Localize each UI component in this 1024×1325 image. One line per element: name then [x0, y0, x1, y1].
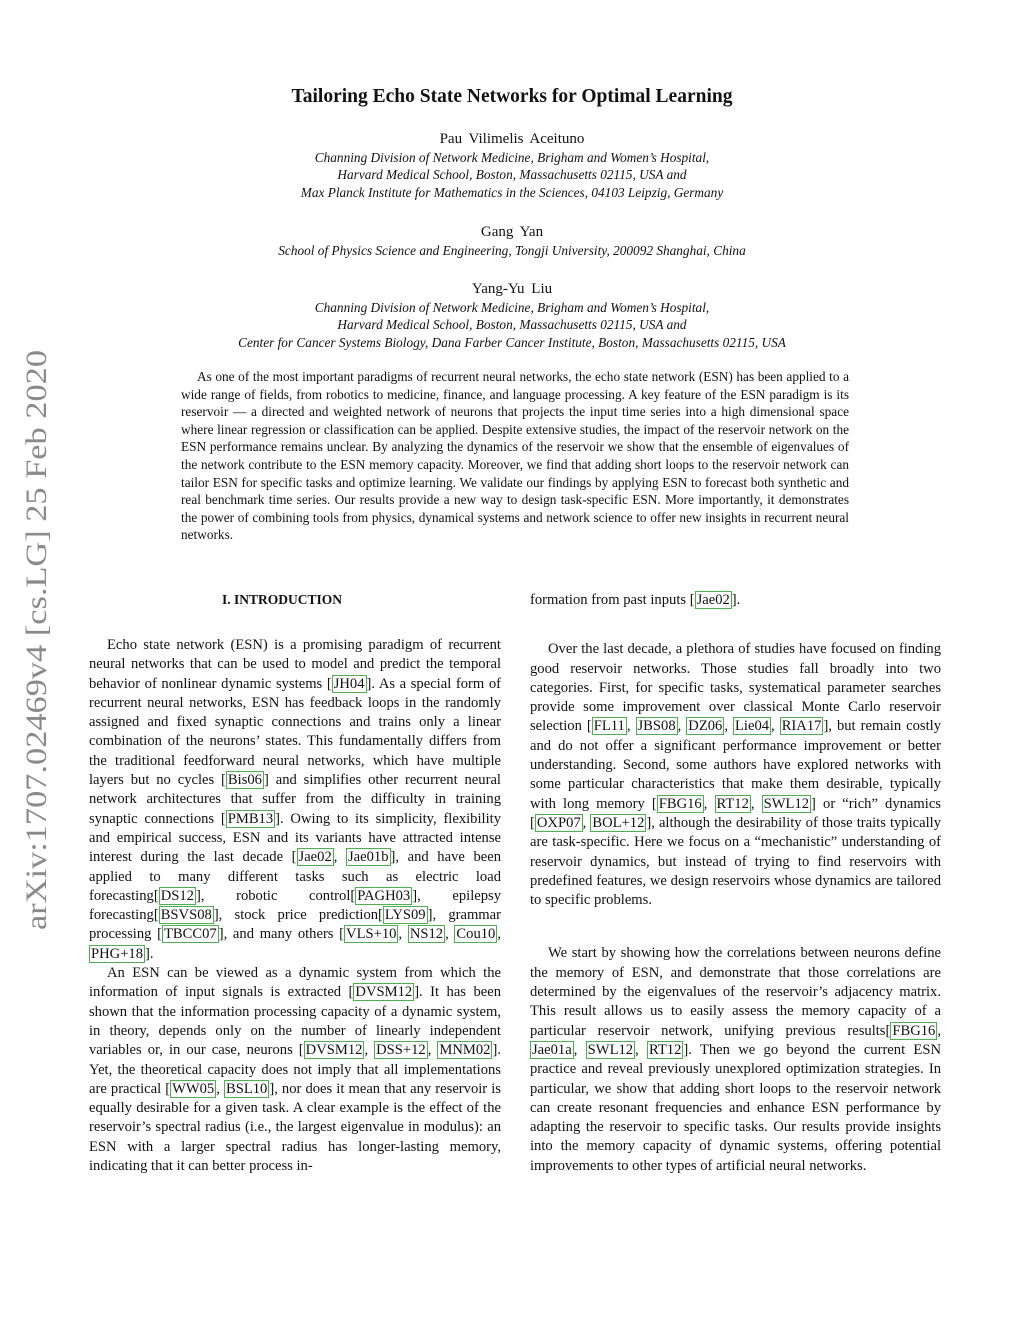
citation-link[interactable]: DSS+12 [376, 1042, 426, 1059]
citation-link[interactable]: LYS09 [384, 907, 426, 924]
citation-link[interactable]: TBCC07 [163, 926, 217, 943]
citation-link[interactable]: BOL+12 [592, 814, 645, 831]
citation-link[interactable]: PMB13 [227, 810, 274, 827]
citation-link[interactable]: DZ06 [688, 718, 723, 735]
citation-link[interactable]: JBS08 [637, 718, 676, 735]
citation-link[interactable]: NS12 [409, 926, 444, 943]
citation-link[interactable]: Jae01a [532, 1041, 572, 1058]
author-affiliation-2-line-1: School of Physics Science and Engineering, Tongji University, 200092 Shanghai, China [278, 243, 746, 258]
citation-link[interactable]: FBG16 [658, 795, 702, 812]
right-column [530, 591, 941, 1176]
paragraph: We start by showing how the correlations between neurons define the memory of ESN, and demonstrate that those correlations are determined by the eigenvalues of the reservoir’s adjacency matrix. This result allows us to easily assess the memory capacity of a particular reservoir network, unifying previous results[ FBG16 , Jae01a , SWL12 , RT12 ]. Then we go beyond the current ESN practice and reveal previously unexplored optimization strategies. In particular, we show that adding short loops to the reservoir network can create resonant frequencies and enhance ESN performance by adapting the reservoir to specific tasks. Our results provide insights into the memory capacity of dynamic systems, offering potential improvements to other types of artificial neural networks. [530, 945, 942, 1174]
citation-link[interactable]: DVSM12 [355, 984, 413, 1001]
paragraph: Over the last decade, a plethora of studies have focused on finding good reservoir networks. Those studies fall broadly into two categories. First, for specific tasks, systematical parameter searches provide some improvement over classical Monte Carlo reservoir selection [ FL11 , JBS08 , DZ06 , Lie04 , RIA17 ], but remain costly and do not offer a significant performance improvement or better understanding. Second, some authors have explored networks with some particular characteristics that make them desirable, typically with long memory [ FBG16 , RT12 , SWL12 ] or “rich” dynamics [ OXP07 , BOL+12 ], although the desirability of those traits typically are task-specific. Here we focus on a “mechanistic” understanding of reservoir dynamics, but instead of trying to find reservoirs with predefined features, we design reservoirs whose dynamics are tailored to specific problems. [530, 641, 942, 909]
citation-link[interactable]: Bis06 [227, 772, 262, 789]
citation-link[interactable]: BSL10 [225, 1080, 268, 1097]
citation-link[interactable]: Lie04 [735, 718, 770, 735]
citation-link[interactable]: FL11 [593, 718, 625, 735]
citation-link[interactable]: PAGH03 [357, 887, 411, 904]
paragraph: An ESN can be viewed as a dynamic system from which the information of input signals is extracted [ DVSM12 ]. It has been shown that the information processing capacity of a dynamic system, in theory, depends only on the number of linearly independent variables or, in our case, neurons [ DVSM12 , DSS+12 , MNM02 ]. Yet, the theoretical capacity does not imply that all implementations are practical [ WW05 , BSL10 ], nor does it mean that any reservoir is equally desirable for a given task. A clear example is the effect of the reservoir’s spectral radius (i.e., the largest eigenvalue in modulus): an ESN with a larger spectral radius has longer-lasting memory, indicating that it can better process in- [89, 965, 501, 1175]
left-column [89, 636, 501, 1176]
arxiv-stamp [4, 350, 60, 950]
citation-link[interactable]: Jae01b [348, 849, 389, 866]
citation-link[interactable]: RT12 [716, 795, 749, 812]
paragraph: Echo state network (ESN) is a promising paradigm of recurrent neural networks that can be used to model and predict the temporal behavior of nonlinear dynamic systems [ JH04 ]. As a special form of recurrent neural networks, ESN has feedback loops in the randomly assigned and fixed synaptic connections and trains only a linear combination of the neurons’ states. This fundamentally differs from the traditional feedforward neural networks, which have multiple layers but no cycles [ Bis06 ] and simplifies other recurrent neural network architectures that suffer from the difficulty in training synaptic connections [ PMB13 ]. Owing to its simplicity, flexibility and empirical success, ESN and its variants have attracted intense interest during the last decade [ Jae02 , Jae01b ], and have been applied to many different tasks such as electric load forecasting[ DS12 ], robotic control[ PAGH03 ], epilepsy forecasting[ BSVS08 ], stock price prediction[ LYS09 ], grammar processing [ TBCC07 ], and many others [ VLS+10 , NS12 , Cou10 , PHG+18 ]. [89, 637, 502, 962]
citation-link[interactable]: BSVS08 [160, 907, 212, 924]
citation-link[interactable]: VLS+10 [346, 926, 397, 943]
citation-link[interactable]: MNM02 [439, 1042, 491, 1059]
citation-link[interactable]: WW05 [172, 1080, 215, 1097]
citation-link[interactable]: FBG16 [892, 1022, 936, 1039]
citation-link[interactable]: Jae02 [696, 592, 730, 608]
section-heading: I. INTRODUCTION [222, 592, 343, 607]
author-name-1: Pau Vilimelis Aceituno [439, 131, 585, 147]
citation-link[interactable]: DVSM12 [305, 1042, 363, 1059]
author-affiliation-3-line-2: Harvard Medical School, Boston, Massachusetts 02115, USA and [337, 317, 687, 332]
citation-link[interactable]: SWL12 [587, 1041, 634, 1058]
author-affiliation-1-line-1: Channing Division of Network Medicine, Brigham and Women’s Hospital, [314, 150, 710, 165]
citation-link[interactable]: RT12 [649, 1041, 682, 1058]
citation-link[interactable]: Jae02 [298, 849, 332, 866]
author-name-3: Yang-Yu Liu [471, 281, 553, 297]
author-affiliation-3-line-1: Channing Division of Network Medicine, Brigham and Women’s Hospital, [314, 300, 710, 315]
paper-title: Tailoring Echo State Networks for Optimal Learning [291, 86, 733, 107]
author-affiliation-1-line-2: Harvard Medical School, Boston, Massachusetts 02115, USA and [337, 167, 687, 182]
citation-link[interactable]: SWL12 [763, 795, 810, 812]
citation-link[interactable]: PHG+18 [91, 945, 144, 962]
arxiv-identifier: arXiv:1707.02469v4 [cs.LG] 25 Feb 2020 [20, 423, 53, 930]
author-affiliation-1-line-3: Max Planck Institute for Mathematics in the Sciences, 04103 Leipzig, Germany [300, 185, 724, 200]
author-affiliation-3-line-3: Center for Cancer Systems Biology, Dana Farber Cancer Institute, Boston, Massachusetts 02115, USA [238, 335, 786, 350]
author-name-2: Gang Yan [480, 224, 544, 240]
citation-link[interactable]: Cou10 [456, 926, 496, 943]
citation-link[interactable]: OXP07 [536, 814, 581, 831]
citation-link[interactable]: JH04 [333, 675, 365, 692]
abstract: As one of the most important paradigms of recurrent neural networks, the echo state network (ESN) has been applied to a wide range of fields, from robotics to medicine, finance, and language processing. A key feature of the ESN paradigm is its reservoir — a directed and weighted network of neurons that projects the input time series into a high dimensional space where linear regression or classification can be applied. Despite extensive studies, the impact of the reservoir network on the ESN performance remains unclear. By analyzing the dynamics of the reservoir we show that the ensemble of eigenvalues of the network contribute to the ESN memory capacity. Moreover, we find that adding short loops to the reservoir network can tailor ESN for specific tasks and optimize learning. We validate our findings by applying ESN to forecast both synthetic and real benchmark time series. Our results provide a new way to design task-specific ESN. More importantly, it demonstrates the power of combining tools from physics, dynamical systems and network science to offer new insights in recurrent neural networks. [181, 369, 849, 543]
citation-link[interactable]: RIA17 [781, 718, 822, 735]
citation-link[interactable]: DS12 [160, 887, 194, 904]
paragraph: formation from past inputs [ Jae02 ]. [530, 592, 741, 608]
